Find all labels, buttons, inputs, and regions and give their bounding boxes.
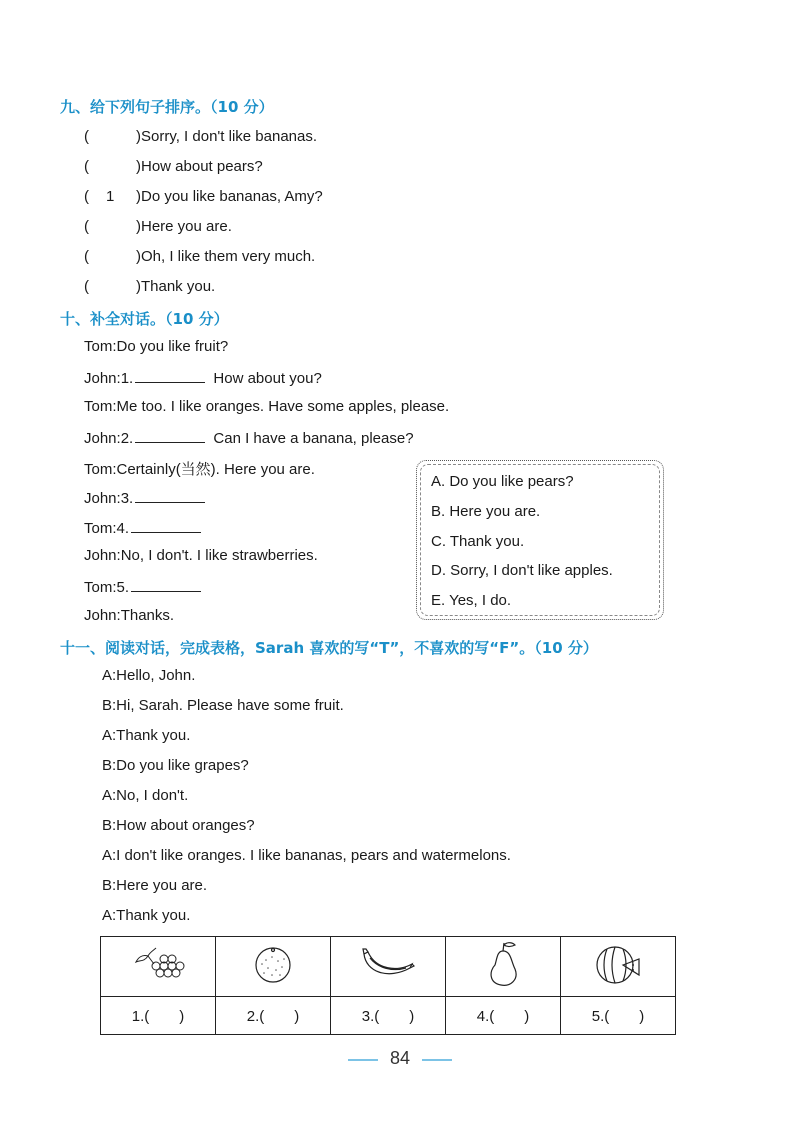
section-9-heading: 九、给下列句子排序。（10 分） [60, 98, 274, 116]
fruit-cell [216, 937, 331, 997]
ordering-sentence: )Here you are. [136, 218, 232, 235]
dialogue-line [84, 368, 322, 387]
answer-cell-1[interactable]: 1.( ) [101, 997, 216, 1035]
answer-cell-3[interactable]: 3.( ) [331, 997, 446, 1035]
option-c: C. Thank you. [431, 533, 525, 550]
ordering-sentence: )Thank you. [136, 278, 216, 295]
reading-dialogue-line: A:No, I don't. [102, 787, 189, 804]
dialogue-text: Tom:4. [84, 520, 130, 537]
reading-dialogue-line: B:Here you are. [102, 877, 208, 894]
dialogue-line [84, 488, 209, 507]
reading-dialogue-line: B:How about oranges? [102, 817, 255, 834]
open-paren: ( [84, 248, 89, 265]
dialogue-line [84, 458, 315, 479]
answer-blank[interactable] [135, 428, 205, 443]
fruit-cell [101, 937, 216, 997]
open-paren: ( [84, 218, 89, 235]
section-11-heading: 十一、阅读对话，完成表格，Sarah 喜欢的写“T”，不喜欢的写“F”。（10 分） [60, 639, 598, 657]
reading-dialogue-line: A:Thank you. [102, 727, 191, 744]
answer-cell-5[interactable]: 5.( ) [561, 997, 676, 1035]
dialogue-text: John:No, I don't. I like strawberries. [84, 547, 318, 564]
reading-dialogue-line: B:Hi, Sarah. Please have some fruit. [102, 697, 344, 714]
section-10-heading: 十、补全对话。（10 分） [60, 310, 229, 328]
answer-cell-2[interactable]: 2.( ) [216, 997, 331, 1035]
orange-icon [248, 942, 298, 986]
watermelon-icon [593, 941, 643, 987]
dialogue-text-after: Can I have a banana, please? [213, 430, 414, 447]
answer-blank[interactable] [135, 488, 205, 503]
dialogue-text: Tom:Certainly(当然). Here you are. [84, 461, 315, 478]
reading-dialogue-line: A:I don't like oranges. I like bananas, pears and watermelons. [102, 847, 511, 864]
dialogue-text: John:1. [84, 370, 134, 387]
dialogue-line [84, 607, 174, 624]
option-a: A. Do you like pears? [431, 473, 574, 490]
option-d: D. Sorry, I don't like apples. [431, 562, 613, 579]
order-answer[interactable]: 1 [106, 188, 115, 205]
dialogue-text: John:Thanks. [84, 607, 175, 624]
answer-blank[interactable] [131, 518, 201, 533]
dialogue-line [84, 398, 449, 415]
ordering-sentence: )Sorry, I don't like bananas. [136, 128, 318, 145]
answer-blank[interactable] [135, 368, 205, 383]
page-number: 84 [389, 1048, 411, 1068]
open-paren: ( [84, 128, 89, 145]
fruit-cell [561, 937, 676, 997]
dialogue-line [84, 428, 414, 447]
page-number-dash-right [422, 1059, 452, 1061]
dialogue-text: John:2. [84, 430, 134, 447]
answer-blank[interactable] [131, 577, 201, 592]
dialogue-text-after: How about you? [213, 370, 322, 387]
dialogue-text: Tom:Me too. I like oranges. Have some apples, please. [84, 398, 450, 415]
ordering-sentence: )Do you like bananas, Amy? [136, 188, 323, 205]
dialogue-line [84, 518, 205, 537]
option-e: E. Yes, I do. [431, 592, 512, 609]
reading-dialogue-line: A:Thank you. [102, 907, 191, 924]
fruit-table [100, 936, 676, 1035]
open-paren: ( [84, 158, 89, 175]
fruit-cell [446, 937, 561, 997]
answer-cell-4[interactable]: 4.( ) [446, 997, 561, 1035]
dialogue-text: Tom:Do you like fruit? [84, 338, 229, 355]
open-paren: ( [84, 278, 89, 295]
dialogue-line [84, 547, 318, 564]
reading-dialogue-line: A:Hello, John. [102, 667, 196, 684]
reading-dialogue-line: B:Do you like grapes? [102, 757, 249, 774]
dialogue-text: John:3. [84, 490, 134, 507]
ordering-sentence: )Oh, I like them very much. [136, 248, 316, 265]
banana-icon [358, 946, 418, 982]
dialogue-line [84, 338, 228, 355]
pear-icon [481, 939, 525, 989]
grapes-icon [128, 944, 188, 984]
dialogue-text: Tom:5. [84, 579, 130, 596]
option-b: B. Here you are. [431, 503, 541, 520]
fruit-cell [331, 937, 446, 997]
ordering-sentence: )How about pears? [136, 158, 263, 175]
dialogue-line [84, 577, 205, 596]
open-paren: ( [84, 188, 89, 205]
